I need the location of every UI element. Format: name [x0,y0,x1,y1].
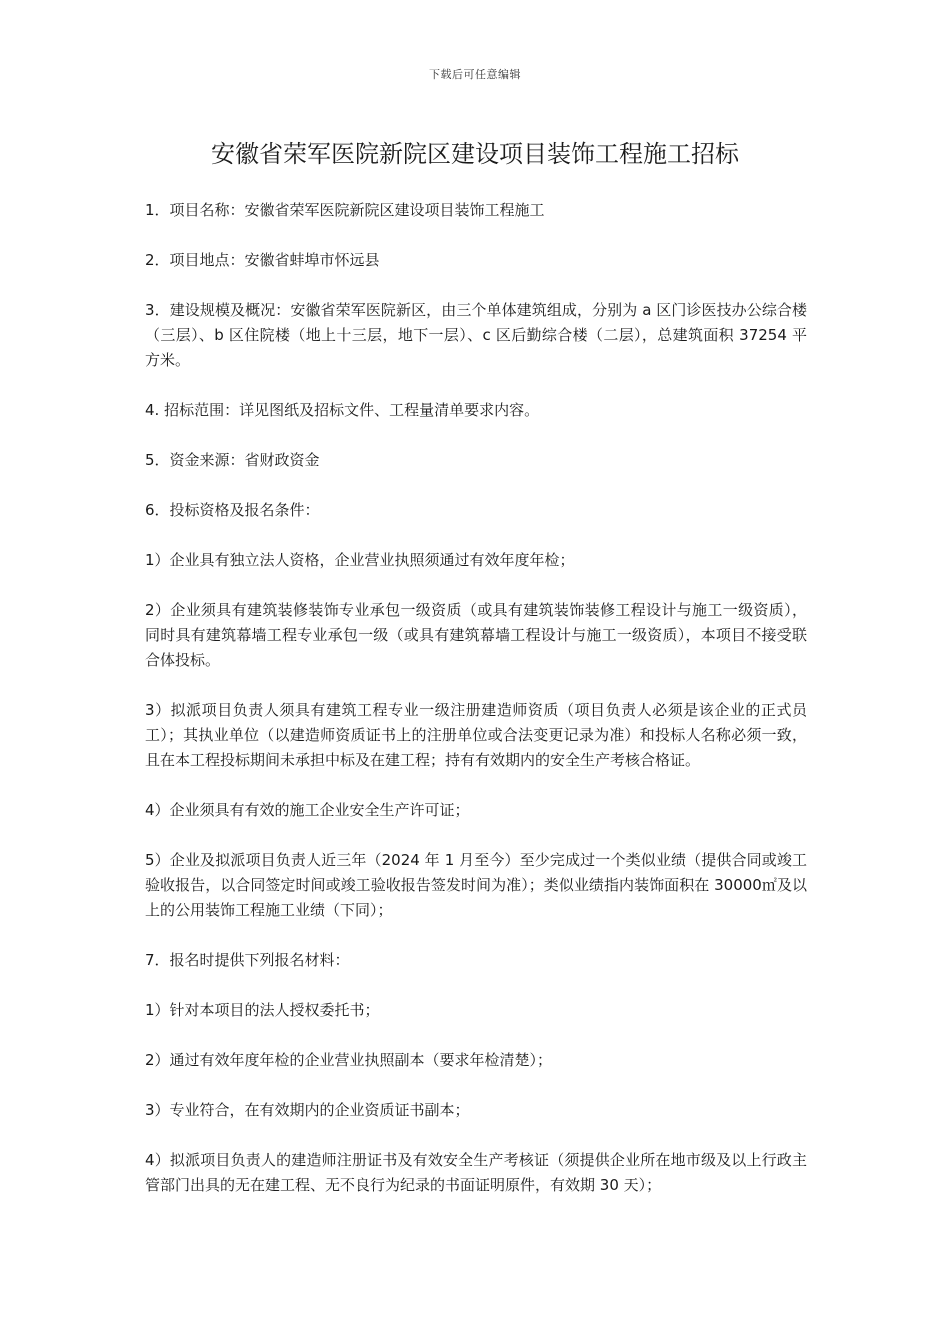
paragraph-materials-heading: 7．报名时提供下列报名材料： [145,951,350,969]
paragraph-qualification-3: 3）拟派项目负责人须具有建筑工程专业一级注册建造师资质（项目负责人必须是该企业的正式员工）；其执业单位（以建造师资质证书上的注册单位或合法变更记录为准）和投标人名称必须一致，且在本工程投标期间未承担中标及在建工程；持有有效期内的安全生产考核合格证。 [145,701,807,769]
paragraph-material-2: 2）通过有效年度年检的企业营业执照副本（要求年检清楚）； [145,1051,553,1069]
paragraph-qualification-4: 4）企业须具有有效的施工企业安全生产许可证； [145,801,470,819]
paragraph-scale-overview: 3．建设规模及概况：安徽省荣军医院新区，由三个单体建筑组成，分别为 a 区门诊医技办公综合楼（三层）、b 区住院楼（地上十三层，地下一层）、c 区后勤综合楼（二层），总建筑面积 37254 平方米。 [145,301,807,369]
paragraph-qualification-2: 2）企业须具有建筑装修装饰专业承包一级资质（或具有建筑装饰装修工程设计与施工一级资质），同时具有建筑幕墙工程专业承包一级（或具有建筑幕墙工程设计与施工一级资质），本项目不接受联合体投标。 [145,601,807,669]
document-title: 安徽省荣军医院新院区建设项目装饰工程施工招标 [211,140,739,168]
paragraph-fund-source: 5．资金来源：省财政资金 [145,451,320,469]
paragraph-material-4: 4）拟派项目负责人的建造师注册证书及有效安全生产考核证（须提供企业所在地市级及以上行政主管部门出具的无在建工程、无不良行为纪录的书面证明原件，有效期 30 天）； [145,1151,807,1194]
paragraph-material-1: 1）针对本项目的法人授权委托书； [145,1001,380,1019]
paragraph-material-3: 3）专业符合，在有效期内的企业资质证书副本； [145,1101,470,1119]
paragraph-qualification-1: 1）企业具有独立法人资格，企业营业执照须通过有效年度年检； [145,551,575,569]
paragraph-qualification-5: 5）企业及拟派项目负责人近三年（2024 年 1 月至今）至少完成过一个类似业绩（提供合同或竣工验收报告，以合同签定时间或竣工验收报告签发时间为准）；类似业绩指内装饰面积在 30000㎡及以上的公用装饰工程施工业绩（下同）； [145,851,807,919]
paragraph-bid-scope: 4. 招标范围：详见图纸及招标文件、工程量清单要求内容。 [145,401,540,419]
paragraph-project-name: 1．项目名称：安徽省荣军医院新院区建设项目装饰工程施工 [145,201,545,219]
paragraph-project-location: 2．项目地点：安徽省蚌埠市怀远县 [145,251,380,269]
download-note: 下载后可任意编辑 [429,68,521,81]
paragraph-qualification-heading: 6．投标资格及报名条件： [145,501,320,519]
document-body [145,198,807,1223]
